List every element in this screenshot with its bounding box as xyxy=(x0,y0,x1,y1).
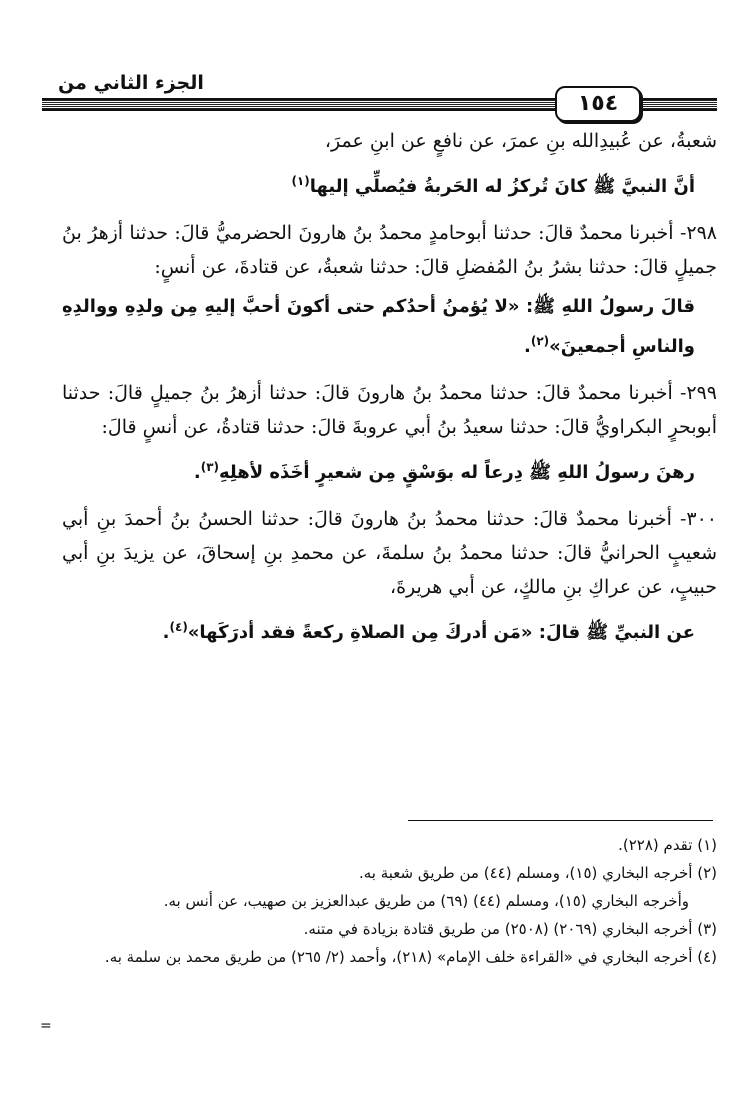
footnote-separator xyxy=(408,820,713,821)
hadith-299-matn xyxy=(62,450,717,490)
text-span: رهنَ رسولُ اللهِ ﷺ دِرعاً له بوَسْقٍ مِن شعيرٍ أخَذَه لأهلِهِ xyxy=(219,462,695,483)
main-text xyxy=(62,124,717,650)
text-span: ٢٩٩- أخبرنا محمدٌ قالَ: حدثنا محمدُ بنُ هارونَ قالَ: حدثنا أزهرُ بنُ جميلٍ قالَ: حدثنا أبوبحرٍ البكراويُّ قالَ: حدثنا سعيدُ بنُ أبي عروبةَ قالَ: حدثنا قتادةُ، عن أنسٍ قالَ: xyxy=(62,382,717,438)
text-span: ٢٩٨- أخبرنا محمدٌ قالَ: حدثنا أبوحامدٍ محمدُ بنُ هارونَ الحضرميُّ قالَ: حدثنا أزهرُ بنُ جميلٍ قالَ: حدثنا بشرُ بنُ المُفضلِ قالَ: حدثنا شعبةُ، عن قتادةَ، عن أنسٍ: xyxy=(62,222,717,278)
hadith-300-isnad xyxy=(62,502,717,604)
footnote-2-continued: وأخرجه البخاري (١٥)، ومسلم (٤٤) (٦٩) من طريق عبدالعزيز بن صهيب، عن أنس به. xyxy=(163,892,689,910)
footnote-ref[interactable]: (٤) xyxy=(169,620,188,634)
isnad-line xyxy=(62,124,717,158)
punctuation: . xyxy=(523,336,531,357)
footnote-ref[interactable]: (١) xyxy=(291,174,310,188)
punctuation: . xyxy=(162,622,170,643)
running-header: الجزء الثاني من xyxy=(58,72,204,94)
hadith-matn xyxy=(62,164,717,204)
hadith-300-matn xyxy=(62,610,717,650)
footnote-ref[interactable]: (٢) xyxy=(530,334,550,348)
continuation-mark: = xyxy=(40,1018,52,1034)
page-number: ١٥٤ xyxy=(555,86,641,122)
hadith-298-matn xyxy=(62,290,717,364)
footnotes xyxy=(62,832,717,972)
hadith-298-isnad xyxy=(62,216,717,284)
punctuation: . xyxy=(193,462,201,483)
text-span: ٣٠٠- أخبرنا محمدٌ قالَ: حدثنا محمدُ بنُ هارونَ قالَ: حدثنا الحسنُ بنُ أحمدَ بنِ أبي شعيبٍ الحرانيُّ قالَ: حدثنا محمدُ بنُ سلمةَ، عن محمدِ بنِ إسحاقَ، عن يزيدَ بنِ أبي حبيبٍ، عن عراكِ بنِ مالكٍ، عن أبي هريرةَ، xyxy=(62,508,717,598)
footnote-3: (٣) أخرجه البخاري (٢٠٦٩) (٢٥٠٨) من طريق قتادة بزيادة في متنه. xyxy=(303,920,717,938)
footnote-4: (٤) أخرجه البخاري في «القراءة خلف الإمام» (٢١٨)، وأحمد (٢/ ٢٦٥) من طريق محمد بن سلمة به. xyxy=(104,948,717,966)
footnote-2: (٢) أخرجه البخاري (١٥)، ومسلم (٤٤) من طريق شعبة به. xyxy=(358,864,717,882)
footnote-ref[interactable]: (٣) xyxy=(200,460,220,474)
text-span: شعبةُ، عن عُبيدِالله بنِ عمرَ، عن نافعٍ عن ابنِ عمرَ، xyxy=(324,130,717,152)
hadith-299-isnad xyxy=(62,376,717,444)
text-span: قالَ رسولُ اللهِ ﷺ: «لا يُؤمنُ أحدُكم حتى أكونَ أحبَّ إليهِ مِن ولدِهِ ووالدِهِ والناسِ أجمعينَ» xyxy=(62,296,695,357)
text-span: عن النبيِّ ﷺ قالَ: «مَن أدركَ مِن الصلاةِ ركعةً فقد أدرَكَها» xyxy=(187,622,695,643)
footnote-1: (١) تقدم (٢٢٨). xyxy=(618,836,717,854)
text-span: أنَّ النبيَّ ﷺ كانَ تُركزُ له الحَربةُ فيُصلِّي إليها xyxy=(309,176,695,197)
